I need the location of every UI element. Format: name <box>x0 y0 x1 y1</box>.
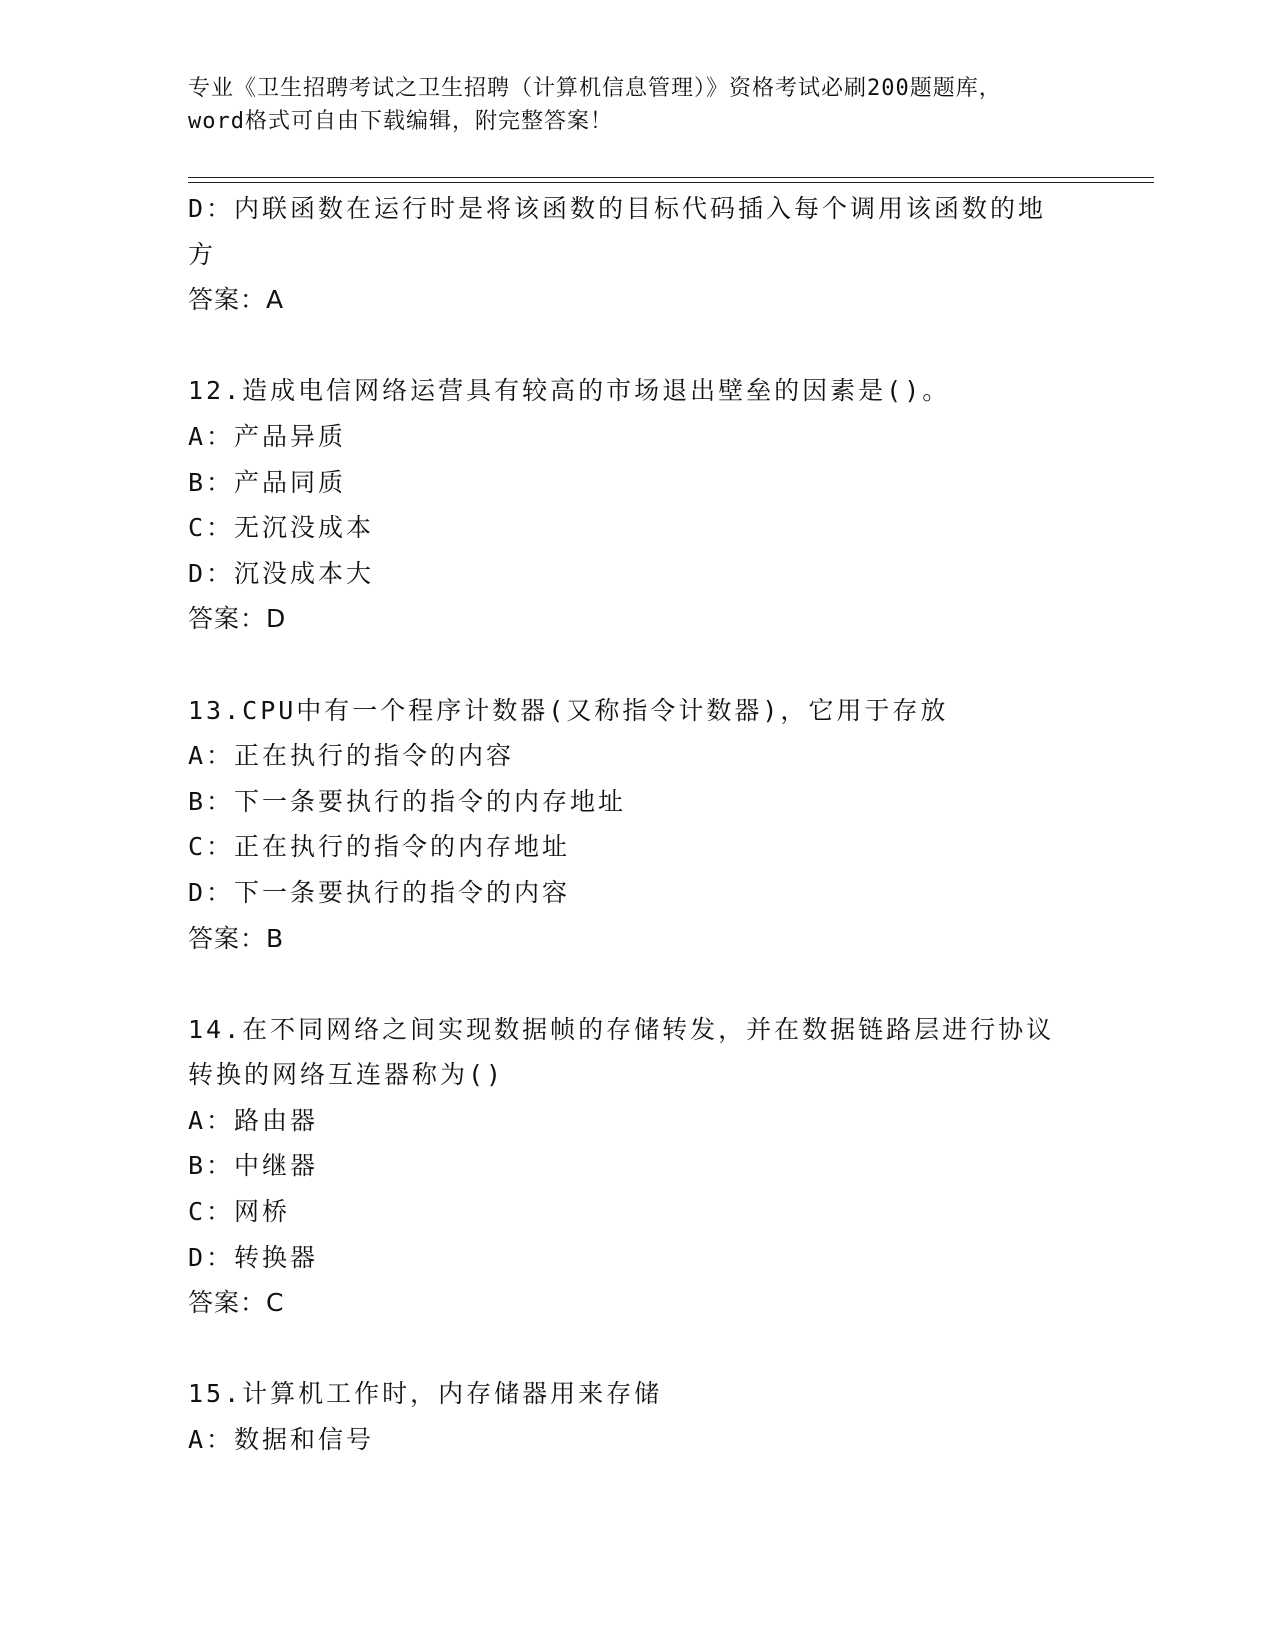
spacer <box>188 642 1088 688</box>
option-d: D：转换器 <box>188 1242 319 1272</box>
answer-line: 答案：D <box>188 604 287 634</box>
question-11-tail <box>188 186 1088 323</box>
option-b: B：中继器 <box>188 1151 319 1181</box>
option-d-continuation: 方 <box>188 239 217 269</box>
document-header <box>188 72 1088 138</box>
question-stem: 15.计算机工作时，内存储器用来存储 <box>188 1379 663 1409</box>
question-13 <box>188 688 1088 962</box>
option-c: C：正在执行的指令的内存地址 <box>188 832 571 862</box>
question-content <box>188 186 1088 1463</box>
question-stem: 13.CPU中有一个程序计数器(又称指令计数器)，它用于存放 <box>188 695 949 725</box>
header-divider-bottom <box>188 182 1154 183</box>
question-12 <box>188 368 1088 642</box>
option-a: A：正在执行的指令的内容 <box>188 741 515 771</box>
option-c: C：无沉没成本 <box>188 513 375 543</box>
option-d: D：下一条要执行的指令的内容 <box>188 877 571 907</box>
answer-line: 答案：B <box>188 923 285 953</box>
option-b: B：下一条要执行的指令的内存地址 <box>188 786 627 816</box>
header-line-2: word格式可自由下载编辑，附完整答案！ <box>188 109 613 134</box>
spacer <box>188 323 1088 369</box>
option-d: D：沉没成本大 <box>188 558 375 588</box>
answer-line: 答案：A <box>188 285 285 315</box>
question-stem: 12.造成电信网络运营具有较高的市场退出壁垒的因素是()。 <box>188 376 951 406</box>
question-stem-continuation: 转换的网络互连器称为() <box>188 1060 505 1090</box>
answer-line: 答案：C <box>188 1288 285 1318</box>
question-stem: 14.在不同网络之间实现数据帧的存储转发，并在数据链路层进行协议 <box>188 1014 1055 1044</box>
question-15 <box>188 1371 1088 1462</box>
header-line-1: 专业《卫生招聘考试之卫生招聘（计算机信息管理）》资格考试必刷200题题库， <box>188 76 1002 101</box>
option-a: A：数据和信号 <box>188 1425 375 1455</box>
question-14 <box>188 1007 1088 1326</box>
option-c: C：网桥 <box>188 1197 291 1227</box>
spacer <box>188 1326 1088 1372</box>
option-b: B：产品同质 <box>188 467 347 497</box>
option-a: A：路由器 <box>188 1105 319 1135</box>
option-a: A：产品异质 <box>188 421 347 451</box>
option-d: D：内联函数在运行时是将该函数的目标代码插入每个调用该函数的地 <box>188 194 1047 223</box>
header-divider-top <box>188 177 1154 178</box>
spacer <box>188 961 1088 1007</box>
